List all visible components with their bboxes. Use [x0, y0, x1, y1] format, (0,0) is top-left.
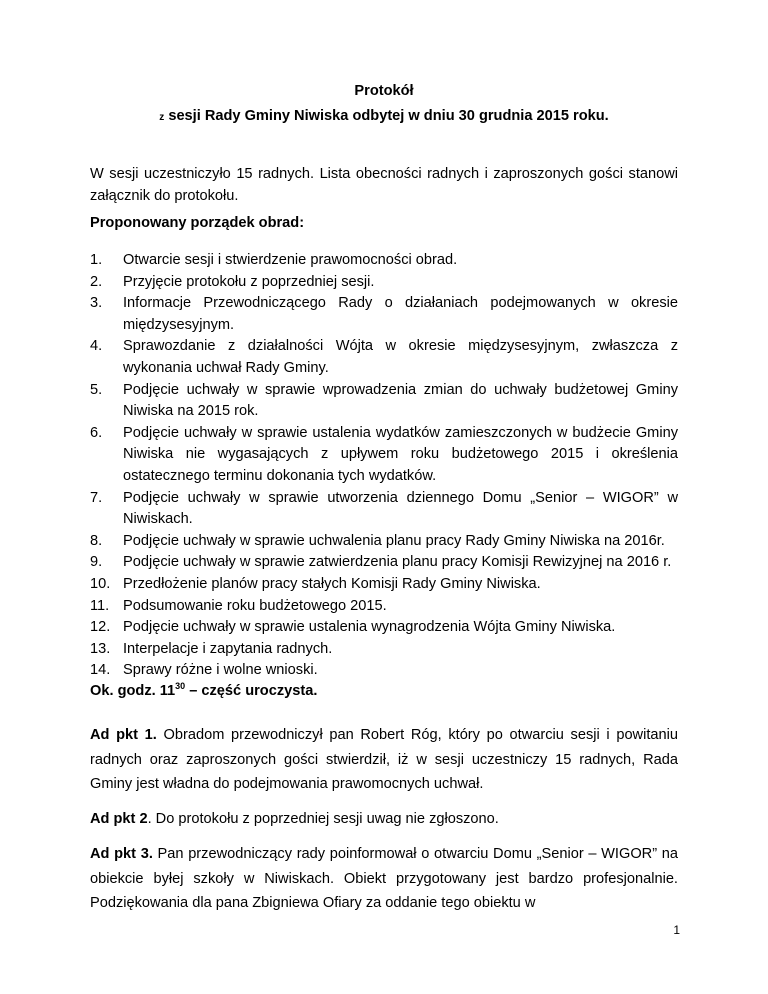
agenda-item [90, 488, 678, 531]
point-3-text: Pan przewodniczący rady poinformował o otwarciu Domu „Senior – WIGOR” na obiekcie byłej szkoły w Niwiskach. Obiekt przygotowany jest bardzo profesjonalnie. Podziękowania dla pana Zbigniewa Ofiary za oddanie tego obiektu w [90, 846, 678, 912]
agenda-item [90, 250, 678, 272]
agenda-item [90, 293, 678, 336]
agenda-item-text: Podjęcie uchwały w sprawie ustalenia wydatków zamieszczonych w budżecie Gminy Niwiska nie wygasających z upływem roku budżetowego 2015 i określenia ostatecznego terminu dokonania tych wydatków. [123, 424, 678, 484]
agenda-item-text: Podjęcie uchwały w sprawie uchwalenia planu pracy Rady Gminy Niwiska na 2016r. [123, 532, 665, 549]
subtitle-text: sesji Rady Gminy Niwiska odbytej w dniu 30 grudnia 2015 roku. [168, 108, 609, 124]
agenda-item-text: Przedłożenie planów pracy stałych Komisji Rady Gminy Niwiska. [123, 575, 541, 592]
point-1-label: Ad pkt 1. [90, 727, 157, 743]
agenda-item-number: 14. [90, 662, 111, 679]
agenda-item-number: 5. [90, 381, 103, 398]
agenda-item [90, 272, 678, 294]
agenda-item-text: Podsumowanie roku budżetowego 2015. [123, 597, 387, 614]
agenda-item [90, 639, 678, 661]
agenda-item-text: Sprawy różne i wolne wnioski. [123, 662, 318, 679]
agenda-item [90, 336, 678, 379]
intro-paragraph: W sesji uczestniczyło 15 radnych. Lista obecności radnych i zaproszonych gości stanowi załącznik do protokołu. [90, 166, 678, 204]
agenda-item-number: 2. [90, 273, 103, 290]
agenda-item-number: 9. [90, 554, 103, 571]
point-2-text: . Do protokołu z poprzedniej sesji uwag nie zgłoszono. [147, 811, 499, 827]
point-2-label: Ad pkt 2 [90, 811, 148, 827]
agenda-item-number: 7. [90, 489, 103, 506]
agenda-item [90, 423, 678, 488]
agenda-item-number: 11. [90, 597, 110, 614]
agenda-item-number: 8. [90, 532, 103, 549]
ceremony-time: Ok. godz. 11 [90, 682, 176, 699]
agenda-item [90, 617, 678, 639]
agenda-item [90, 574, 678, 596]
point-1-paragraph [90, 723, 678, 797]
agenda-item [90, 531, 678, 553]
point-3-paragraph [90, 842, 678, 916]
agenda-heading: Proponowany porządek obrad: [90, 215, 305, 231]
ceremony-heading [90, 675, 678, 702]
agenda-list [90, 250, 678, 682]
point-3-label: Ad pkt 3. [90, 846, 153, 862]
agenda-item-number: 13. [90, 640, 111, 657]
agenda-item [90, 552, 678, 574]
agenda-item-text: Podjęcie uchwały w sprawie ustalenia wynagrodzenia Wójta Gminy Niwiska. [123, 619, 616, 636]
agenda-item [90, 596, 678, 618]
ceremony-label: – część uroczysta. [185, 682, 318, 699]
subtitle-prefix: z [159, 112, 165, 123]
point-1-text: Obradom przewodniczył pan Robert Róg, który po otwarciu sesji i powitaniu radnych oraz zaproszonych gości stwierdził, iż w sesji uczestniczy 15 radnych, Rada Gminy jest władna do podejmowania prawomocnych uchwał. [90, 727, 678, 793]
agenda-item-number: 4. [90, 338, 103, 355]
agenda-item [90, 380, 678, 423]
document-title: Protokół [354, 83, 414, 99]
ceremony-time-minutes: 30 [175, 681, 186, 691]
agenda-item-text: Interpelacje i zapytania radnych. [123, 640, 333, 657]
agenda-item-text: Przyjęcie protokołu z poprzedniej sesji. [123, 273, 375, 290]
agenda-item-text: Podjęcie uchwały w sprawie utworzenia dziennego Domu „Senior – WIGOR” w Niwiskach. [123, 489, 678, 528]
page-number: 1 [673, 923, 680, 937]
agenda-item-text: Sprawozdanie z działalności Wójta w okresie międzysesyjnym, zwłaszcza z wykonania uchwał Rady Gminy. [123, 338, 678, 376]
agenda-item-number: 10. [90, 575, 111, 592]
agenda-item-text: Informacje Przewodniczącego Rady o działaniach podejmowanych w okresie międzysesyjnym. [123, 295, 678, 333]
agenda-item-number: 3. [90, 295, 103, 312]
agenda-item-text: Podjęcie uchwały w sprawie wprowadzenia zmian do uchwały budżetowej Gminy Niwiska na 2015 rok. [123, 381, 678, 420]
agenda-item-text: Podjęcie uchwały w sprawie zatwierdzenia planu pracy Komisji Rewizyjnej na 2016 r. [123, 554, 672, 571]
agenda-item-text: Otwarcie sesji i stwierdzenie prawomocności obrad. [123, 252, 458, 268]
agenda-item-number: 6. [90, 424, 103, 441]
agenda-item-number: 12. [90, 619, 111, 636]
agenda-item-number: 1. [90, 252, 103, 268]
point-2-paragraph [90, 807, 678, 832]
document-subtitle [0, 108, 768, 124]
